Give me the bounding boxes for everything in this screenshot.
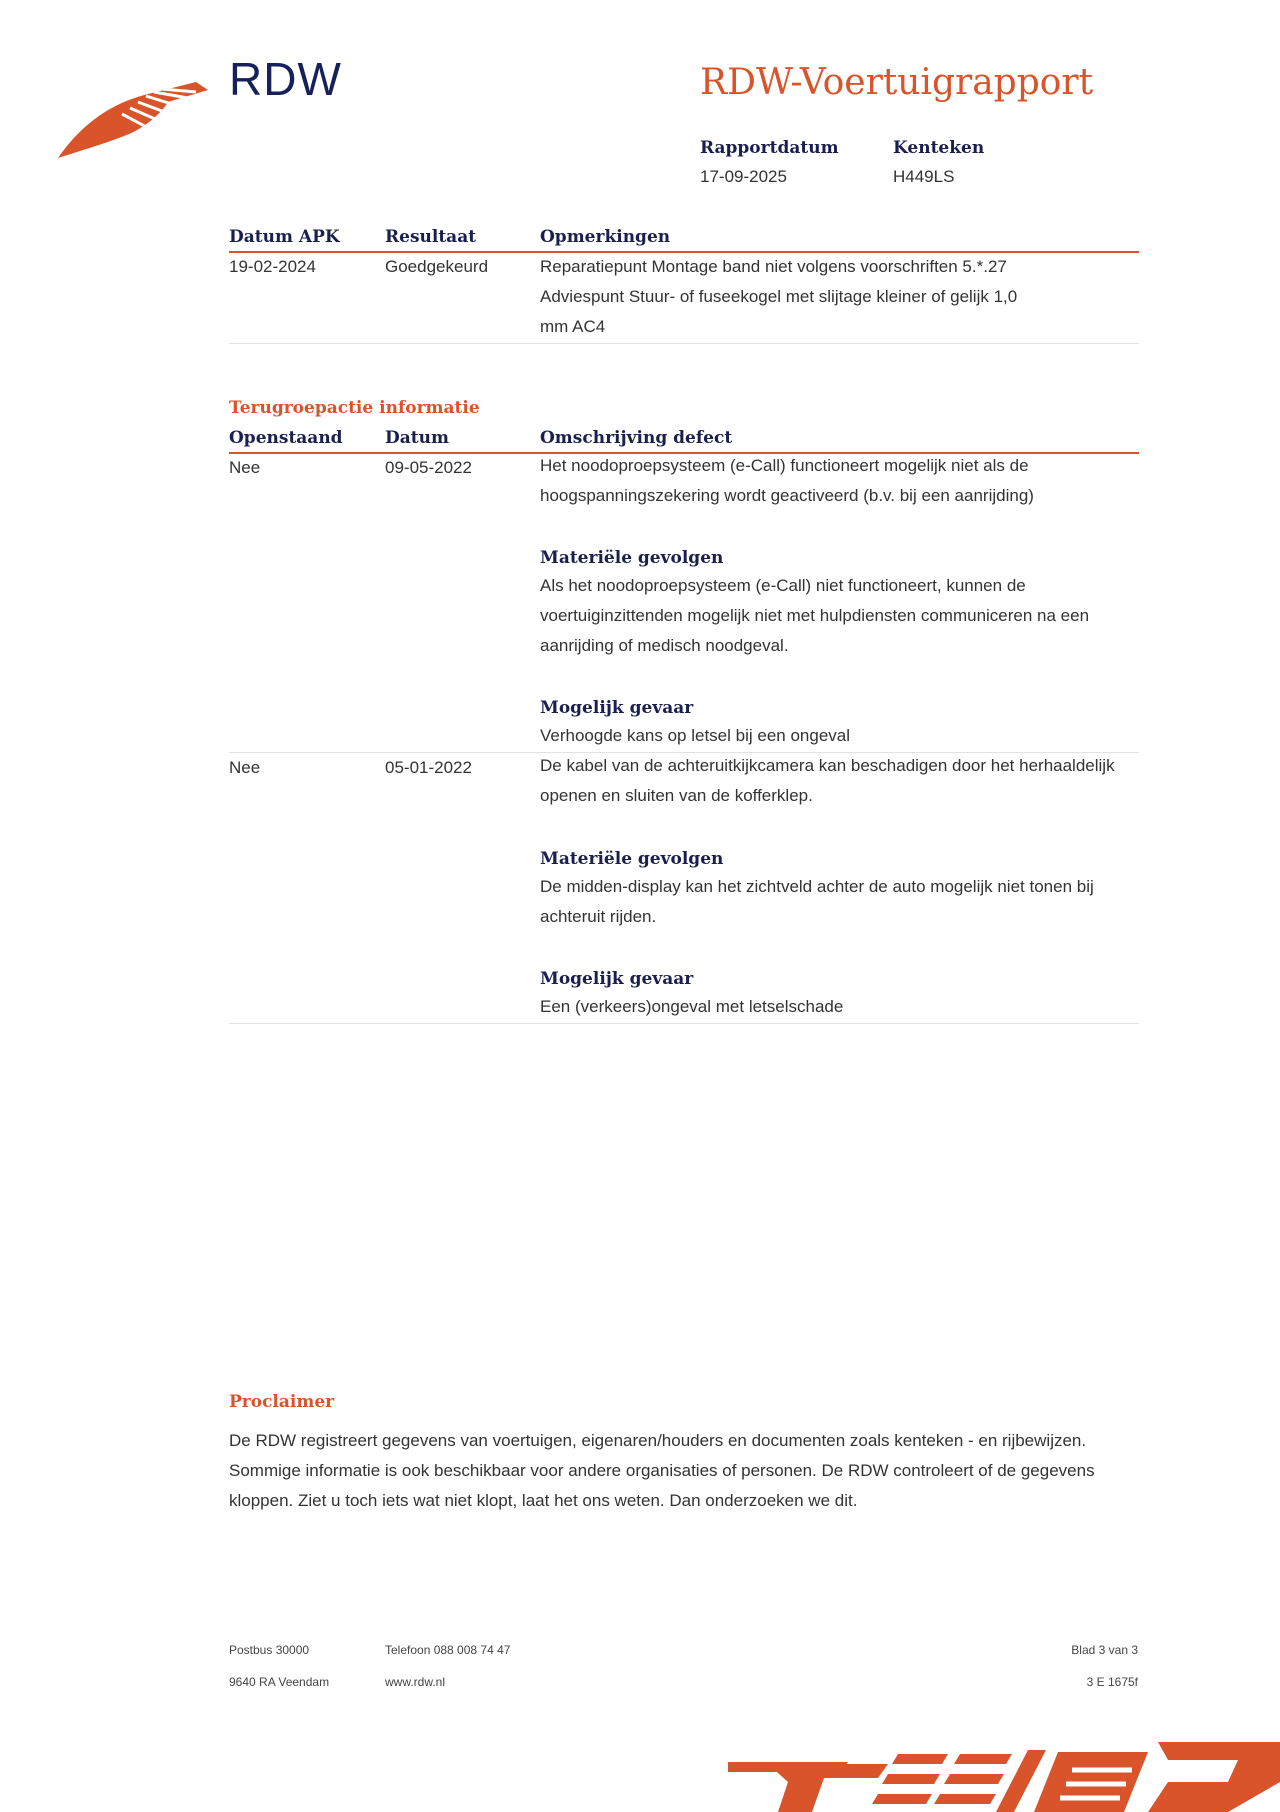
apk-date-header: Datum APK xyxy=(229,227,340,247)
disclaimer-text: De RDW registreert gegevens van voertuigen, eigenaren/houders en documenten zoals kenteken - en rijbewijzen. Sommige informatie is ook beschikbaar voor andere organisaties of personen. De RDW controleert of de gegevens kloppen. Ziet u toch iets wat niet klopt, laat het ons weten. Dan onderzoeken we dit. xyxy=(229,1431,1095,1510)
recall-section-title: Terugroepactie informatie xyxy=(229,398,480,418)
apk-row-remark-2: Adviespunt Stuur- of fuseekogel met slijtage kleiner of gelijk 1,0 xyxy=(540,287,1018,306)
footer-document-code: 3 E 1675f xyxy=(1086,1675,1138,1689)
report-date-label: Rapportdatum xyxy=(700,138,839,158)
plate-label: Kenteken xyxy=(893,138,985,158)
recall-row-danger-label: Mogelijk gevaar xyxy=(540,698,694,718)
recall-row-defect: De kabel van de achteruitkijkcamera kan beschadigen door het herhaaldelijk openen en sluiten van de kofferklep. xyxy=(540,756,1115,805)
recall-row-material-label: Materiële gevolgen xyxy=(540,548,724,568)
footer-page-number: Blad 3 van 3 xyxy=(1071,1643,1138,1657)
recall-row-danger: Een (verkeers)ongeval met letselschade xyxy=(540,997,844,1016)
footer-phone: Telefoon 088 008 74 47 xyxy=(385,1643,511,1657)
rdw-feather-icon xyxy=(58,80,208,162)
footer-web: www.rdw.nl xyxy=(385,1675,446,1689)
apk-row-date: 19-02-2024 xyxy=(229,257,316,276)
recall-description-header: Omschrijving defect xyxy=(540,428,733,448)
plate-value: H449LS xyxy=(893,167,955,186)
apk-remarks-header: Opmerkingen xyxy=(540,227,671,247)
recall-row-date: 05-01-2022 xyxy=(385,758,472,777)
disclaimer-title: Proclaimer xyxy=(229,1392,335,1412)
recall-row-danger-label: Mogelijk gevaar xyxy=(540,969,694,989)
recall-row-open: Nee xyxy=(229,758,261,777)
apk-row-result: Goedgekeurd xyxy=(385,257,489,276)
footer-city: 9640 RA Veendam xyxy=(229,1675,330,1689)
apk-header-rule xyxy=(229,251,1139,253)
recall-row-material-label: Materiële gevolgen xyxy=(540,849,724,869)
recall-row-material: De midden-display kan het zichtveld achter de auto mogelijk niet tonen bij achteruit rijden. xyxy=(540,877,1094,926)
recall-row-material: Als het noodoproepsysteem (e-Call) niet functioneert, kunnen de voertuiginzittenden mogelijk niet met hulpdiensten communiceren na een aanrijding of medisch noodgeval. xyxy=(540,576,1090,655)
apk-result-header: Resultaat xyxy=(385,227,477,247)
recall-row-danger: Verhoogde kans op letsel bij een ongeval xyxy=(540,726,851,745)
report-title: RDW-Voertuigrapport xyxy=(700,62,1094,103)
brand-name: RDW xyxy=(229,53,342,105)
recall-date-header: Datum xyxy=(385,428,449,448)
report-date-value: 17-09-2025 xyxy=(700,167,787,186)
apk-row-divider xyxy=(229,343,1139,344)
rdw-stripes-logo-icon xyxy=(728,1742,1280,1812)
footer-postbus: Postbus 30000 xyxy=(229,1643,310,1657)
recall-row-open: Nee xyxy=(229,458,261,477)
recall-row-date: 09-05-2022 xyxy=(385,458,472,477)
recall-row-divider xyxy=(229,1023,1139,1024)
recall-open-header: Openstaand xyxy=(229,428,343,448)
apk-row-remark-1: Reparatiepunt Montage band niet volgens voorschriften 5.*.27 xyxy=(540,257,1007,276)
apk-row-remark-3: mm AC4 xyxy=(540,317,606,336)
recall-row-defect: Het noodoproepsysteem (e-Call) functioneert mogelijk niet als de hoogspanningszekering wordt geactiveerd (b.v. bij een aanrijding) xyxy=(540,456,1034,505)
